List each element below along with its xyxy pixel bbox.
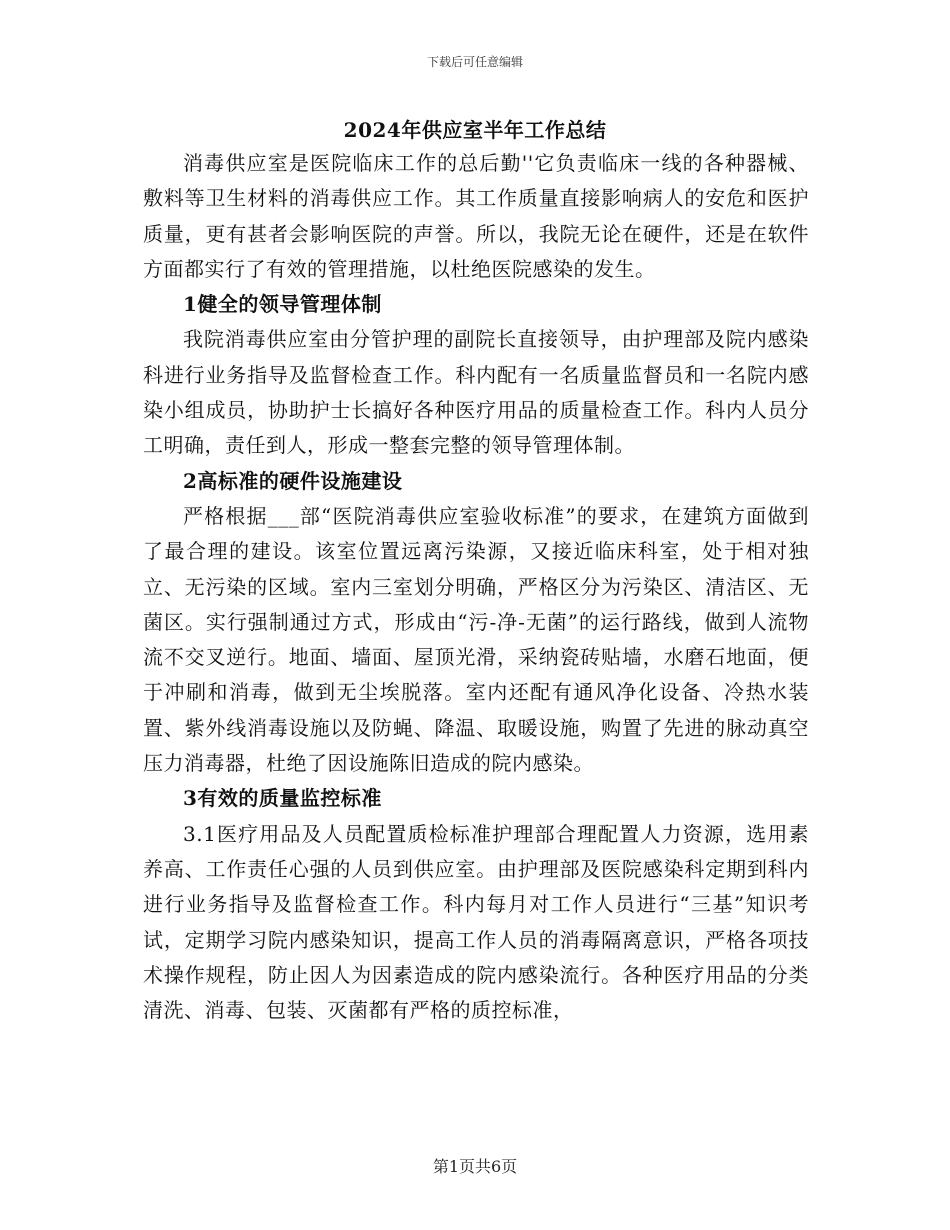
document-body [143,146,809,1028]
section-heading-1: 1健全的领导管理体制 [183,292,382,317]
paragraph-intro: 消毒供应室是医院临床工作的总后勤''它负责临床一线的各种器械、敷料等卫生材料的消毒供应工作。其工作质量直接影响病人的安危和医护质量，更有甚者会影响医院的声誉。所以，我院无论在硬件，还是在软件方面都实行了有效的管理措施，以杜绝医院感染的发生。 [143,151,809,281]
section-heading-3: 3有效的质量监控标准 [183,786,382,811]
document-title: 2024年供应室半年工作总结 [343,118,607,142]
paragraph-section-2: 严格根据___部“医院消毒供应室验收标准”的要求，在建筑方面做到了最合理的建设。该室位置远离污染源，又接近临床科室，处于相对独立、无污染的区域。室内三室划分明确，严格区分为污染区、清洁区、无菌区。实行强制通过方式，形成由“污-净-无菌”的运行路线，做到人流物流不交叉逆行。地面、墙面、屋顶光滑，采纳瓷砖贴墙，水磨石地面，便于冲刷和消毒，做到无尘埃脱落。室内还配有通风净化设备、冷热水装置、紫外线消毒设施以及防蝇、降温、取暖设施，购置了先进的脉动真空压力消毒器，杜绝了因设施陈旧造成的院内感染。 [143,503,809,776]
section-heading-2: 2高标准的硬件设施建设 [183,468,403,493]
paragraph-section-1: 我院消毒供应室由分管护理的副院长直接领导，由护理部及院内感染科进行业务指导及监督检查工作。科内配有一名质量监督员和一名院内感染小组成员，协助护士长搞好各种医疗用品的质量检查工作。科内人员分工明确，责任到人，形成一整套完整的领导管理体制。 [143,327,809,458]
page-footer: 第1页共6页 [432,1157,518,1176]
header-note: 下载后可任意编辑 [426,55,523,69]
paragraph-section-3-1: 3.1医疗用品及人员配置质检标准护理部合理配置人力资源，选用素养高、工作责任心强的人员到供应室。由护理部及医院感染科定期到科内进行业务指导及监督检查工作。科内每月对工作人员进行“三基”知识考试，定期学习院内感染知识，提高工作人员的消毒隔离意识，严格各项技术操作规程，防止因人为因素造成的院内感染流行。各种医疗用品的分类清洗、消毒、包装、灭菌都有严格的质控标准， [143,821,809,1023]
